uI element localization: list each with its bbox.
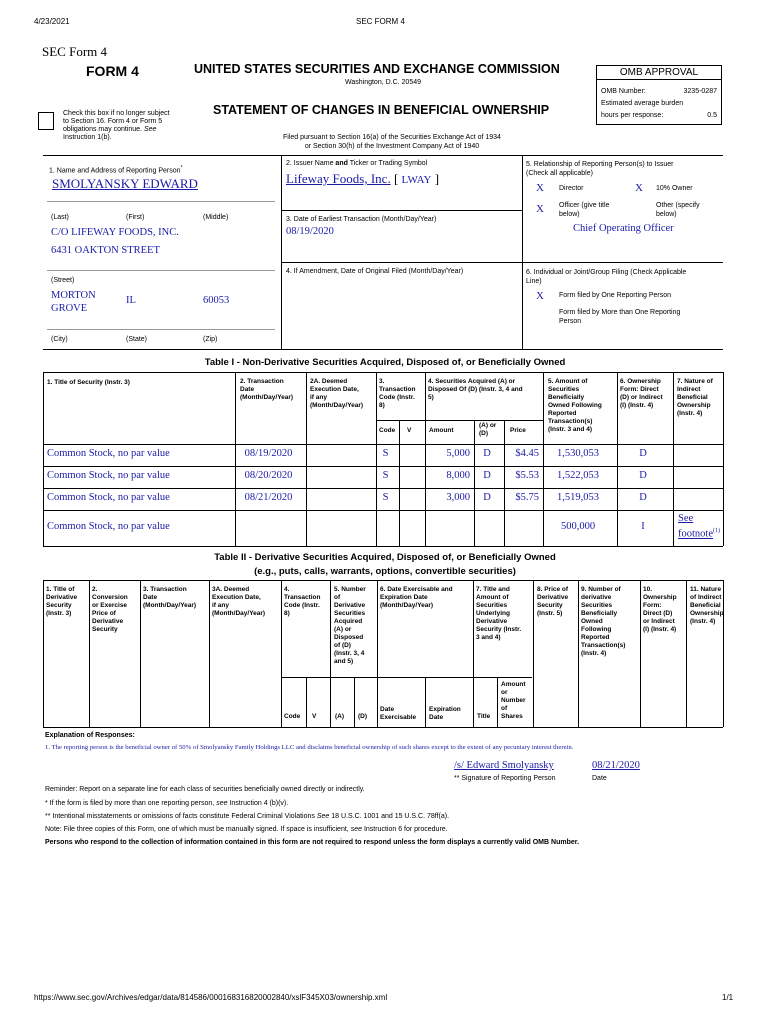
issuer-ticker: LWAY <box>401 174 432 186</box>
director-label: Director <box>559 185 584 192</box>
print-page: 1/1 <box>722 993 734 1002</box>
t1-cell-title: Common Stock, no par value <box>47 521 170 532</box>
t1-h-date: 2. Transaction Date (Month/Day/Year) <box>240 378 294 401</box>
t1-cell-owned: 1,522,053 <box>557 470 599 481</box>
form-number: FORM 4 <box>86 63 139 79</box>
earliest-date-label: 3. Date of Earliest Transaction (Month/Day/Year) <box>286 216 437 223</box>
note-misstatements: ** Intentional misstatements or omissions of facts constitute Federal Criminal Violations See 18 U.S.C. 1001 and 15 U.S.C. 78ff(a). <box>45 813 450 820</box>
t1-h-deemed: 2A. Deemed Execution Date, if any (Month/Day/Year) <box>310 378 364 409</box>
t1-cell-price: $4.45 <box>515 448 539 459</box>
print-url[interactable]: https://www.sec.gov/Archives/edgar/data/814586/000168316820002840/xslF345X03/ownership.xml <box>34 993 388 1002</box>
t1-cell-form: D <box>639 448 647 459</box>
more-person-label: Form filed by More than One Reporting Person <box>559 309 681 325</box>
signature-date: 08/21/2020 <box>592 760 640 771</box>
statement-title: STATEMENT OF CHANGES IN BENEFICIAL OWNERSHIP <box>213 103 550 117</box>
officer-label: Officer (give title below) <box>559 202 610 218</box>
table1-title: Table I - Non-Derivative Securities Acquired, Disposed of, or Beneficially Owned <box>204 357 566 368</box>
street-label: (Street) <box>51 277 75 284</box>
issuer-label: 2. Issuer Name and Ticker or Trading Symbol <box>286 160 428 167</box>
signature: /s/ Edward Smolyansky <box>454 760 554 771</box>
print-date: 4/23/2021 <box>34 17 70 26</box>
checkbox-instruction: Check this box if no longer subject to Section 16. Form 4 or Form 5 obligations may continue. See Instruction 1(b). <box>63 110 170 141</box>
issuer-name[interactable]: Lifeway Foods, Inc. <box>286 171 391 186</box>
omb-burden-label: Estimated average burden <box>601 100 684 107</box>
commission-city: Washington, D.C. 20549 <box>345 79 422 86</box>
t1-cell-code: S <box>382 470 389 481</box>
t2-header-h3a: 3A. Deemed Execution Date, if any (Month/Day/Year) <box>212 586 266 617</box>
footnote-1: 1. The reporting person is the beneficial owner of 50% of Smolyansky Family Holdings LLC and disclaims beneficial ownership of such shares except to the extent of any pecuniary interest therein. <box>45 744 574 751</box>
issuer-line: Lifeway Foods, Inc. [ LWAY ] <box>286 171 440 186</box>
t1-cell-owned: 1,530,053 <box>557 448 599 459</box>
owner-label: 10% Owner <box>656 185 693 192</box>
first-label: (First) <box>126 214 145 221</box>
address-line-1: C/O LIFEWAY FOODS, INC. <box>51 227 179 238</box>
omb-number: 3235-0287 <box>683 88 717 95</box>
officer-mark: X <box>536 203 544 215</box>
middle-label: (Middle) <box>203 214 229 221</box>
t1-cell-date: 08/21/2020 <box>244 492 293 503</box>
t2-header-h9: 9. Number of derivative Securities Beneficially Owned Following Reported Transaction(s) (Instr. 4) <box>581 586 626 657</box>
t1-h-acquired: 4. Securities Acquired (A) or Disposed Of (D) (Instr. 3, 4 and 5) <box>428 378 523 401</box>
t2-header-h8: 8. Price of Derivative Security (Instr. 5) <box>537 586 569 617</box>
director-mark: X <box>536 182 544 194</box>
last-label: (Last) <box>51 214 69 221</box>
t1-h-form: 6. Ownership Form: Direct (D) or Indirect (I) (Instr. 4) <box>620 378 663 409</box>
note-multiple-persons: * If the form is filed by more than one reporting person, see Instruction 4 (b)(v). <box>45 800 289 807</box>
t1-cell-amount: 3,000 <box>446 492 470 503</box>
one-person-label: Form filed by One Reporting Person <box>559 292 672 299</box>
t1-h-owned: 5. Amount of Securities Beneficially Owned Following Reported Transaction(s) (Instr. 3 and 4) <box>548 378 602 433</box>
t2-sub-expiration: Expiration Date <box>429 706 461 721</box>
t1-cell-form: D <box>639 470 647 481</box>
t1-cell-nature: See footnote$^{(1)}$ <box>678 513 720 540</box>
t1-cell-owned: 500,000 <box>560 521 596 532</box>
note-copies: Note: File three copies of this Form, one of which must be manually signed. If space is insufficient, see Instruction 6 for procedure. <box>45 826 448 833</box>
t1-cell-ad: D <box>483 470 491 481</box>
t2-header-h6: 6. Date Exercisable and Expiration Date (Month/Day/Year) <box>380 586 453 609</box>
t2-sub-d: (D) <box>358 713 368 720</box>
zip-label: (Zip) <box>203 336 218 343</box>
commission-title: UNITED STATES SECURITIES AND EXCHANGE COMMISSION <box>194 62 560 76</box>
t2-header-h7: 7. Title and Amount of Securities Underlying Derivative Security (Instr. 3 and 4) <box>476 586 522 641</box>
omb-number-label: OMB Number: <box>601 88 646 95</box>
explanation-heading: Explanation of Responses: <box>45 732 135 739</box>
t1-cell-date: 08/20/2020 <box>244 470 293 481</box>
reporter-city: MORTON GROVE <box>51 290 96 314</box>
t1-cell-owned: 1,519,053 <box>557 492 599 503</box>
t1-sub-code: Code <box>379 427 396 434</box>
officer-title: Chief Operating Officer <box>573 223 674 234</box>
t2-sub-amount: Amount or Number of Shares <box>501 681 526 720</box>
t1-cell-price: $5.53 <box>515 470 539 481</box>
earliest-date: 08/19/2020 <box>286 226 334 237</box>
t1-cell-ad: D <box>483 448 491 459</box>
t1-sub-ad: (A) or (D) <box>479 422 497 437</box>
t1-cell-title: Common Stock, no par value <box>47 470 170 481</box>
t1-cell-ad: D <box>483 492 491 503</box>
one-person-mark: X <box>536 290 544 302</box>
t1-sub-amount: Amount <box>429 427 454 434</box>
persons-respond: Persons who respond to the collection of information contained in this form are not required to respond unless the form displays a currently valid OMB Number. <box>45 839 580 846</box>
t2-header-h4: 4. Transaction Code (Instr. 8) <box>284 586 321 617</box>
reporter-name[interactable]: SMOLYANSKY EDWARD <box>52 176 198 191</box>
t2-header-h11: 11. Nature of Indirect Beneficial Ownership (Instr. 4) <box>690 586 724 625</box>
state-label: (State) <box>126 336 148 343</box>
date-label: Date <box>592 775 607 782</box>
reporter-label: 1. Name and Address of Reporting Person* <box>49 165 183 175</box>
t2-header-h1: 1. Title of Derivative Security (Instr. 3) <box>46 586 78 617</box>
sec-form-label: SEC Form 4 <box>42 44 108 59</box>
t2-sub-a: (A) <box>335 713 345 720</box>
t1-cell-code: S <box>382 448 389 459</box>
group-filing-label: 6. Individual or Joint/Group Filing (Check Applicable Line) <box>526 269 687 285</box>
omb-title: OMB APPROVAL <box>597 66 721 80</box>
amendment-label: 4. If Amendment, Date of Original Filed (Month/Day/Year) <box>286 268 464 275</box>
t2-sub-code: Code <box>284 713 301 720</box>
other-label: Other (specify below) <box>656 202 700 218</box>
relationship-label: 5. Relationship of Reporting Person(s) to Issuer (Check all applicable) <box>526 161 674 177</box>
filed-pursuant: Filed pursuant to Section 16(a) of the Securities Exchange Act of 1934 or Section 30(h) of the Investment Company Act of 1940 <box>283 134 501 150</box>
t1-cell-code: S <box>382 492 389 503</box>
t1-cell-title: Common Stock, no par value <box>47 492 170 503</box>
t1-h-title: 1. Title of Security (Instr. 3) <box>47 379 130 386</box>
omb-approval-box <box>596 65 722 125</box>
t1-sub-v: V <box>407 427 412 434</box>
t1-h-nature: 7. Nature of Indirect Beneficial Ownership (Instr. 4) <box>677 378 713 417</box>
omb-hours: 0.5 <box>707 112 717 119</box>
reporter-zip: 60053 <box>203 295 230 306</box>
signature-label: ** Signature of Reporting Person <box>454 775 556 782</box>
table2-title: Table II - Derivative Securities Acquired, Disposed of, or Beneficially Owned (e.g., puts, calls, warrants, options, convertible securities) <box>214 552 556 577</box>
no-longer-subject-checkbox[interactable] <box>38 112 54 130</box>
print-title: SEC FORM 4 <box>356 17 405 26</box>
t2-header-h3: 3. Transaction Date (Month/Day/Year) <box>143 586 197 609</box>
t1-sub-price: Price <box>510 427 526 434</box>
t2-sub-exercisable: Date Exercisable <box>380 706 417 721</box>
t1-h-code: 3. Transaction Code (Instr. 8) <box>379 378 416 409</box>
t2-header-h10: 10. Ownership Form: Direct (D) or Indirect (I) (Instr. 4) <box>643 586 677 633</box>
reminder: Reminder: Report on a separate line for each class of securities beneficially owned directly or indirectly. <box>45 786 365 793</box>
t1-cell-form: D <box>639 492 647 503</box>
t2-sub-title: Title <box>477 713 491 720</box>
reporter-state: IL <box>126 295 136 306</box>
address-line-2: 6431 OAKTON STREET <box>51 245 160 256</box>
t1-cell-date: 08/19/2020 <box>244 448 293 459</box>
city-label: (City) <box>51 336 68 343</box>
t1-cell-amount: 5,000 <box>446 448 470 459</box>
owner-mark: X <box>635 182 643 194</box>
t2-header-h2: 2. Conversion or Exercise Price of Derivative Security <box>92 586 128 633</box>
omb-hours-label: hours per response: <box>601 112 664 119</box>
t2-sub-v: V <box>312 713 317 720</box>
t1-cell-price: $5.75 <box>515 492 539 503</box>
t1-cell-title: Common Stock, no par value <box>47 448 170 459</box>
t1-cell-form: I <box>641 521 645 532</box>
t1-cell-amount: 8,000 <box>446 470 470 481</box>
t2-header-h5: 5. Number of Derivative Securities Acquired (A) or Disposed of (D) (Instr. 3, 4 and 5) <box>334 586 366 665</box>
